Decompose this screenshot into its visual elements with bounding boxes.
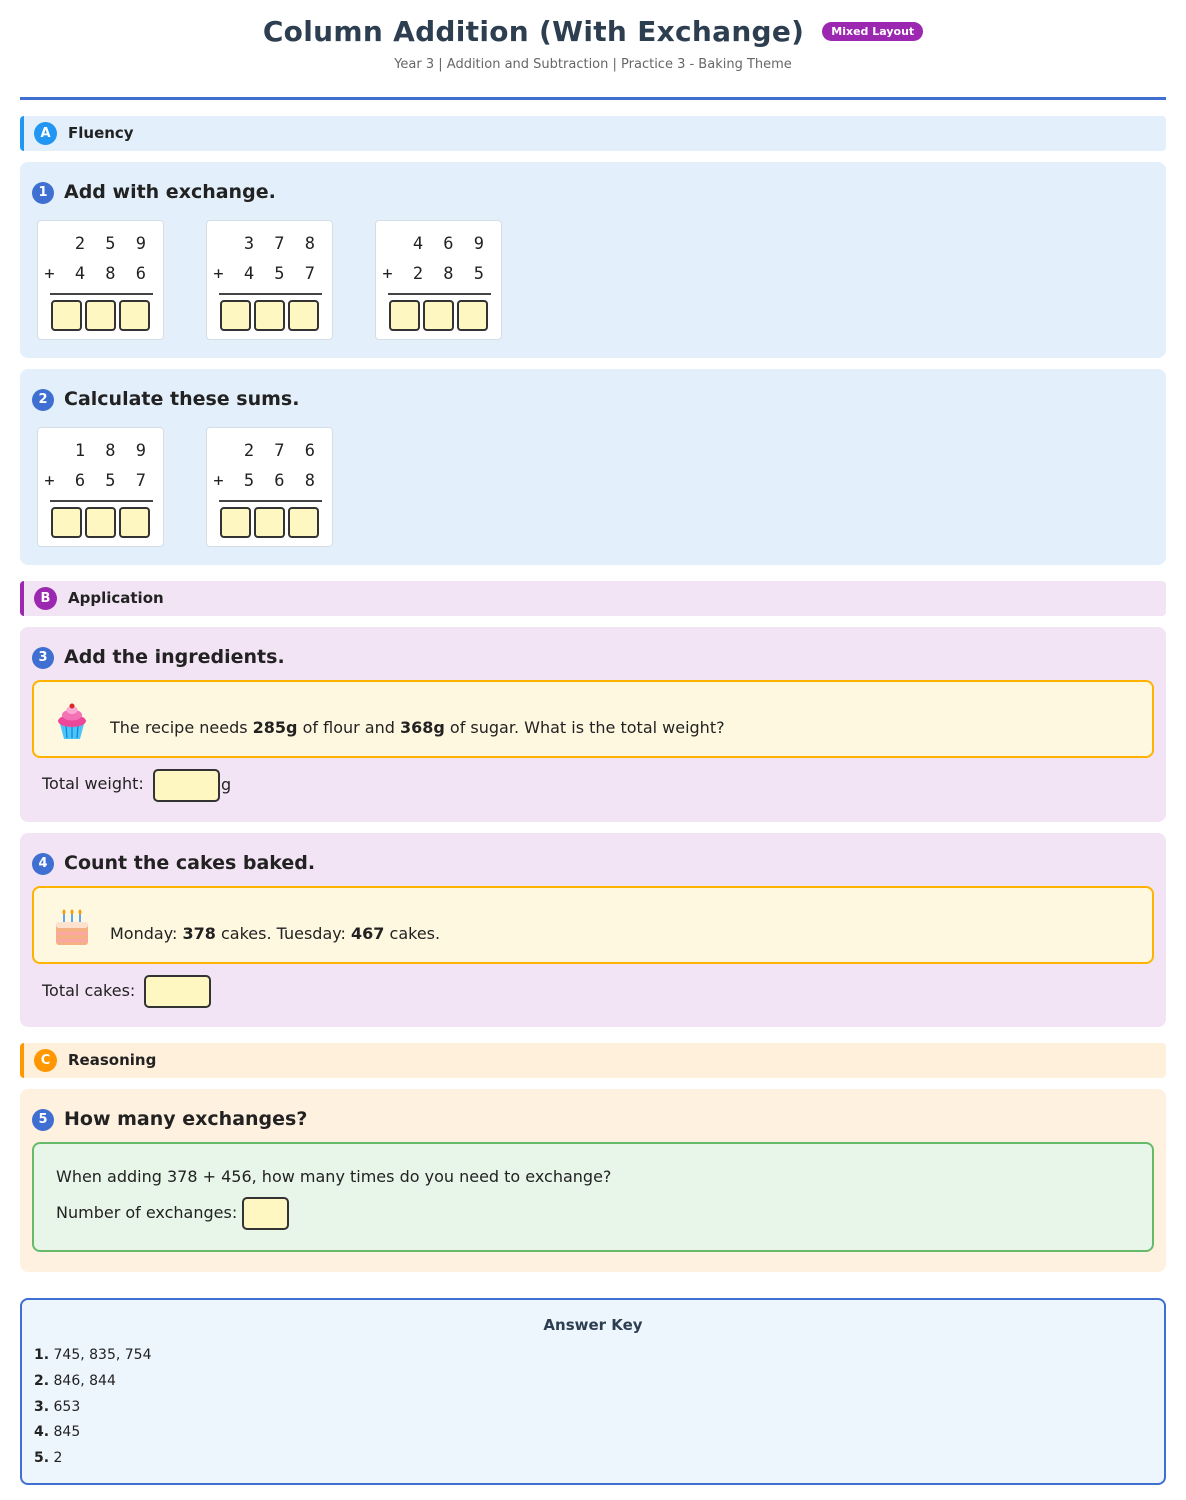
problem-top-number: 2 7 6 — [243, 441, 320, 461]
layout-badge: Mixed Layout — [822, 22, 923, 41]
question-5 — [20, 1089, 1166, 1272]
tens-answer-box[interactable] — [254, 300, 285, 331]
answer-key-item: 1. 745, 835, 754 — [34, 1347, 152, 1363]
sum-line — [50, 293, 153, 295]
sum-line — [219, 293, 322, 295]
ones-answer-box[interactable] — [119, 507, 150, 538]
hundreds-answer-box[interactable] — [220, 300, 251, 331]
birthday-cake-icon — [52, 908, 92, 948]
word-problem-box — [32, 886, 1154, 964]
word-problem-text: The recipe needs 285g of flour and 368g of sugar. What is the total weight? — [110, 718, 725, 737]
page-subtitle: Year 3 | Addition and Subtraction | Practice 3 - Baking Theme — [394, 57, 792, 72]
answer-key-item: 2. 846, 844 — [34, 1373, 116, 1389]
section-c-label: Reasoning — [68, 1051, 157, 1069]
addition-problem-card — [206, 220, 333, 340]
question-3-title: Add the ingredients. — [64, 646, 285, 668]
sum-line — [50, 500, 153, 502]
hundreds-answer-box[interactable] — [220, 507, 251, 538]
answer-key-item: 4. 845 — [34, 1424, 81, 1440]
ones-answer-box[interactable] — [119, 300, 150, 331]
addition-problem-card — [206, 427, 333, 547]
question-1-title: Add with exchange. — [64, 181, 276, 203]
problem-top-number: 3 7 8 — [243, 234, 320, 254]
question-4-title: Count the cakes baked. — [64, 852, 316, 874]
problem-bottom-number: + 6 5 7 — [44, 471, 151, 491]
question-1-number: 1 — [32, 182, 54, 204]
worksheet-header — [0, 0, 1186, 100]
hundreds-answer-box[interactable] — [51, 507, 82, 538]
question-1 — [20, 162, 1166, 358]
question-2 — [20, 369, 1166, 565]
grams-unit: g — [221, 775, 232, 794]
question-3 — [20, 627, 1166, 822]
tens-answer-box[interactable] — [85, 300, 116, 331]
ones-answer-box[interactable] — [457, 300, 488, 331]
section-b-letter: B — [34, 587, 57, 610]
word-problem-box — [32, 680, 1154, 758]
question-5-title: How many exchanges? — [64, 1108, 308, 1130]
question-2-number: 2 — [32, 389, 54, 411]
problem-bottom-number: + 5 6 8 — [213, 471, 320, 491]
header-divider — [20, 97, 1166, 100]
answer-key-item: 5. 2 — [34, 1450, 63, 1466]
problem-bottom-number: + 4 8 6 — [44, 264, 151, 284]
ones-answer-box[interactable] — [288, 300, 319, 331]
total-weight-label: Total weight: — [42, 774, 144, 793]
question-3-number: 3 — [32, 647, 54, 669]
answer-key-item: 3. 653 — [34, 1399, 81, 1415]
answer-key-title: Answer Key — [543, 1316, 643, 1334]
answer-key — [20, 1298, 1166, 1485]
tens-answer-box[interactable] — [423, 300, 454, 331]
cupcake-icon — [52, 702, 92, 742]
section-b-header — [20, 581, 1166, 616]
problem-bottom-number: + 4 5 7 — [213, 264, 320, 284]
section-a-header — [20, 116, 1166, 151]
sum-line — [388, 293, 491, 295]
section-a-letter: A — [34, 122, 57, 145]
question-5-number: 5 — [32, 1109, 54, 1131]
problem-top-number: 2 5 9 — [74, 234, 151, 254]
problem-top-number: 4 6 9 — [412, 234, 489, 254]
page-title: Column Addition (With Exchange) — [262, 15, 805, 48]
exchanges-answer-box[interactable] — [242, 1197, 289, 1230]
addition-problem-card — [37, 427, 164, 547]
section-c-header — [20, 1043, 1166, 1078]
problem-bottom-number: + 2 8 5 — [382, 264, 489, 284]
tens-answer-box[interactable] — [85, 507, 116, 538]
ones-answer-box[interactable] — [288, 507, 319, 538]
total-weight-answer-box[interactable] — [153, 769, 220, 802]
question-4-number: 4 — [32, 853, 54, 875]
reasoning-box — [32, 1142, 1154, 1252]
exchanges-label: Number of exchanges: — [56, 1203, 238, 1222]
hundreds-answer-box[interactable] — [51, 300, 82, 331]
total-cakes-label: Total cakes: — [42, 981, 136, 1000]
hundreds-answer-box[interactable] — [389, 300, 420, 331]
addition-problem-card — [37, 220, 164, 340]
reasoning-question: When adding 378 + 456, how many times do you need to exchange? — [56, 1167, 612, 1186]
question-2-title: Calculate these sums. — [64, 388, 300, 410]
tens-answer-box[interactable] — [254, 507, 285, 538]
section-c-letter: C — [34, 1049, 57, 1072]
section-b-label: Application — [68, 589, 164, 607]
section-a-label: Fluency — [68, 124, 134, 142]
sum-line — [219, 500, 322, 502]
total-cakes-answer-box[interactable] — [144, 975, 211, 1008]
question-4 — [20, 833, 1166, 1027]
addition-problem-card — [375, 220, 502, 340]
problem-top-number: 1 8 9 — [74, 441, 151, 461]
word-problem-text: Monday: 378 cakes. Tuesday: 467 cakes. — [110, 924, 441, 943]
